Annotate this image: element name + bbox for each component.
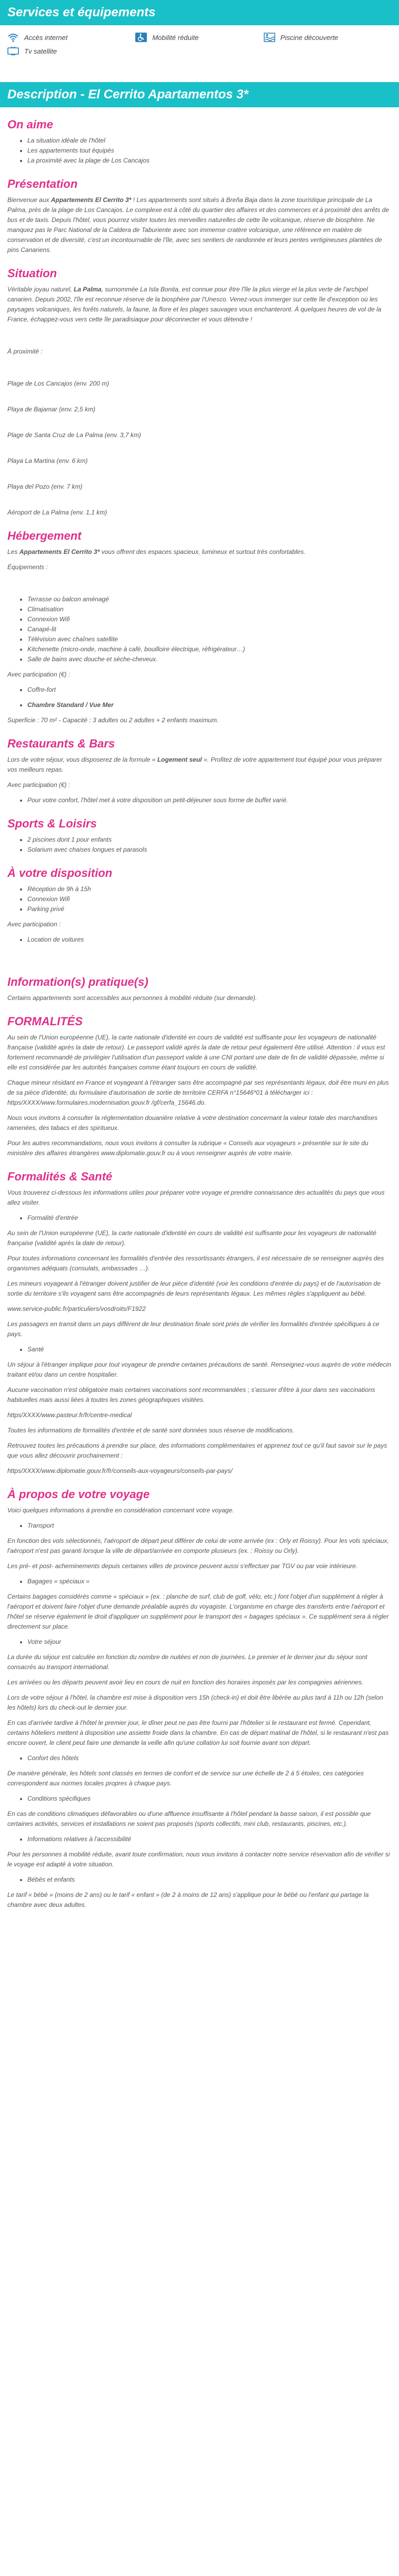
participation-label: Avec participation (€) :	[7, 781, 71, 789]
list-item: • Télévision avec chaînes satellite	[27, 634, 392, 644]
sante-paragraph: Pour toutes informations concernant les formalités d'entrée des ressortissants étrangers, il est nécessaire de se renseigner auprès des organismes adéquats (consulats, ambassades …).	[7, 1255, 384, 1272]
proximite-label: À proximité :	[7, 348, 43, 355]
list-item: • Parking privé	[27, 904, 392, 914]
propos-bullet-list	[7, 1521, 392, 1531]
satellite-tv-icon	[7, 46, 19, 56]
list-item: • Kitchenette (micro-onde, machine à café, bouilloire électrique, réfrigérateur…)	[27, 644, 392, 654]
sante-paragraph: Aucune vaccination n'est obligatoire mais certaines vaccinations sont recommandées ; s'assurer d'être à jour dans ses vaccinations habituelles mais aussi liées à toutes les zones géographiques visitées.	[7, 1386, 375, 1403]
participation-list	[7, 795, 392, 805]
propos-heading: À propos de votre voyage	[7, 1488, 150, 1501]
propos-paragraph: De manière générale, les hôtels sont classés en termes de confort et de service sur une échelle de 2 à 5 étoiles, ces catégories correspondent aux normes locales propres à chaque pays.	[7, 1770, 364, 1787]
list-item: • Solarium avec chaises longues et parasols	[27, 845, 392, 855]
disposition-heading: À votre disposition	[7, 866, 113, 880]
service-label: Accès internet	[24, 33, 68, 42]
participation-label: Avec participation (€) :	[7, 671, 71, 678]
chambre-list	[7, 700, 392, 710]
list-item: • Les appartements tout équipés	[27, 146, 392, 156]
propos-paragraph: La durée du séjour est calculée en fonction du nombre de nuitées et non de journées. Le premier et le dernier jour du séjour sont consacrés au transport international.	[7, 1653, 367, 1671]
proximite-item: Plage de Santa Cruz de La Palma (env. 3,7 km)	[7, 431, 141, 439]
propos-paragraph: En cas de conditions climatiques défavorables ou d'une affluence insuffisante à l'hôtel pendant la basse saison, il est possible que certaines activités, services et installations ne soient pas proposés (sports collectifs, mini club, restaurants, piscines, etc.).	[7, 1810, 371, 1827]
participation-label: Avec participation :	[7, 921, 61, 928]
list-item: • Transport	[27, 1521, 392, 1531]
sante-link: www.service-public.fr/particuliers/vosdroits/F1922	[7, 1305, 146, 1312]
propos-paragraph: Lors de votre séjour à l'hôtel, la chambre est mise à disposition vers 15h (check-in) et doit être libérée au plus tard à 11h ou 12h (selon les hôtels) lors du check-out le dernier jour.	[7, 1694, 383, 1711]
propos-paragraph: Les pré- et post- acheminements depuis certaines villes de province peuvent aussi s'effectuer par TGV ou par voie intérieure.	[7, 1562, 358, 1570]
sante-bullet-list	[7, 1213, 392, 1223]
service-pool	[264, 33, 392, 42]
list-item: • Réception de 9h à 15h	[27, 884, 392, 894]
list-item: • Confort des hôtels	[27, 1753, 392, 1763]
equipements-list	[7, 594, 392, 664]
list-item: • Informations relatives à l'accessibilité	[27, 1834, 392, 1844]
service-mobility	[135, 33, 263, 42]
proximite-item: Playa de Bajamar (env. 2,5 km)	[7, 406, 96, 413]
restaurants-text: Lors de votre séjour, vous disposerez de la formule « Logement seul ». Profitez de votre appartement tout équipé pour vous préparer vos meilleurs repas.	[7, 756, 382, 773]
list-item: • Formalité d'entrée	[27, 1213, 392, 1223]
propos-paragraph: Certains bagages considérés comme « spéciaux » (ex. : planche de surf, club de golf, vélo, etc.) font l'objet d'un supplément à régler à l'aéroport et doivent faire l'objet d'une demande préalable auprès du voyagiste. L'organisme en charge des transferts entre l'aéroport et l'hôtel se réserve également le droit d'appliquer un supplément pour le transport des « bagages spéciaux ». Ce supplément sera à régler directement sur place.	[7, 1593, 389, 1630]
sante-paragraph: Au sein de l'Union européenne (UE), la carte nationale d'identité en cours de validité est suffisante pour les voyageurs de nationalité française (validité après la date de retour).	[7, 1229, 377, 1247]
superficie-text: Superficie : 70 m² - Capacité : 3 adultes ou 2 adultes + 2 enfants maximum.	[7, 716, 219, 724]
sante-paragraph: Retrouvez toutes les précautions à prendre sur place, des informations complémentaires et apprenez tout ce qu'il faut savoir sur le pays que vous allez découvrir prochainement :	[7, 1442, 387, 1459]
pool-icon	[264, 33, 275, 42]
list-item	[27, 700, 392, 710]
list-item: • La proximité avec la plage de Los Cancajos	[27, 156, 392, 166]
list-item: • Canapé-lit	[27, 624, 392, 634]
service-label: Tv satellite	[24, 47, 57, 55]
propos-bullet-list	[7, 1577, 392, 1587]
on-aime-list	[7, 136, 392, 166]
propos-bullet-list	[7, 1834, 392, 1844]
description-title: Description - El Cerrito Apartamentos 3*	[0, 82, 399, 107]
participation-list	[7, 935, 392, 945]
list-item: • Terrasse ou balcon aménagé	[27, 594, 392, 604]
list-item: • La situation idéale de l'hôtel	[27, 136, 392, 146]
wifi-icon	[7, 33, 19, 42]
list-item: • Bébés et enfants	[27, 1875, 392, 1885]
propos-paragraph: Les arrivées ou les départs peuvent avoir lieu en cours de nuit en fonction des horaires imposés par les compagnies aériennes.	[7, 1679, 364, 1686]
sante-paragraph: Toutes les informations de formalités d'entrée et de santé sont données sous réserve de modifications.	[7, 1427, 294, 1434]
sports-heading: Sports & Loisirs	[7, 817, 97, 830]
presentation-text: Bienvenue aux Appartements El Cerrito 3* ! Les appartements sont situés à Breña Baja dans la zone touristique principale de La Palma, près de la plage de Los Cancajos. Le complexe est à côté du quartier des affaires et des commerces et à proximité des arrêts de bus et de taxis. Depuis l'hôtel, vous pourrez visiter toutes les merveilles naturelles de cette île volcanique, réserve de biosphère. Ne manquez pas le Parc National de la Caldera de Taburiente avec son immense cratère volcanique, une référence en matière de conservation et de diversité, c'est un incontournable de l'île, avec ses sentiers de randonnée et leurs pentes vertigineuses plantées de pins Canariens.	[7, 196, 390, 254]
sports-list	[7, 835, 392, 855]
list-item: • Connexion Wifi	[27, 614, 392, 624]
propos-bullet-list	[7, 1637, 392, 1647]
propos-paragraph: En cas d'arrivée tardive à l'hôtel le premier jour, le dîner peut ne pas être fourni par l'hôtelier si le restaurant est fermé. Cependant, certains hôteliers mettent à disposition une assiette froide dans la chambre. En cas de départ matinal de l'hôtel, si le restaurant n'est pas encore ouvert, le client peut faire une demande la veille afin qu'une collation lui soit fournie avant son départ.	[7, 1719, 389, 1746]
formalites-paragraph: Au sein de l'Union européenne (UE), la carte nationale d'identité en cours de validité est suffisante pour les voyageurs de nationalité française (validité après la date de retour). Le passeport validé après la date de retour peut également être utilisé. Attention : il vous est fortement recommandé de privilégier l'utilisation d'un passeport valide à une CNI portant une date de fin de validité dépassée, même si elle est considérée par les autorités françaises comme étant toujours en cours de validité.	[7, 1034, 385, 1071]
formalites-sante-intro: Vous trouverez ci-dessous les informations utiles pour préparer votre voyage et prendre connaissance des actualités du pays que vous allez visiter.	[7, 1189, 385, 1206]
presentation-heading: Présentation	[7, 177, 78, 190]
list-item: • Climatisation	[27, 604, 392, 614]
propos-bullet-list	[7, 1875, 392, 1885]
proximite-item: Plage de Los Cancajos (env. 200 m)	[7, 380, 109, 387]
sante-paragraph: Les mineurs voyageant à l'étranger doivent justifier de leur pièce d'identité (voir les conditions d'entrée du pays) et de l'autorisation de sortie du territoire s'ils voyagent sans être accompagnés de leurs représentants légaux. Les mêmes règles s'appliquent au bébé.	[7, 1280, 381, 1297]
restaurants-heading: Restaurants & Bars	[7, 737, 115, 750]
formalites-paragraph: Pour les autres recommandations, nous vous invitons à consulter la rubrique « Conseils aux voyageurs » présentée sur le site du ministère des affaires étrangères www.diplomatie.gouv.fr ou à vous renseigner auprès de votre mairie.	[7, 1139, 368, 1157]
on-aime-heading: On aime	[7, 118, 53, 131]
service-tv	[7, 46, 139, 56]
services-list	[0, 25, 399, 66]
propos-paragraph: Le tarif « bébé » (moins de 2 ans) ou le tarif « enfant » (de 2 à moins de 12 ans) s'applique pour le bébé ou l'enfant qui partage la chambre avec deux adultes.	[7, 1891, 369, 1908]
informations-text: Certains appartements sont accessibles aux personnes à mobilité réduite (sur demande).	[7, 994, 257, 1002]
formalites-paragraph: Nous vous invitons à consulter la réglementation douanière relative à votre destination concernant la valeur totale des marchandises ramenées, des tabacs et des spiritueux.	[7, 1114, 378, 1132]
propos-intro: Voici quelques informations à prendre en considération concernant votre voyage.	[7, 1507, 234, 1514]
list-item: • Connexion Wifi	[27, 894, 392, 904]
hebergement-heading: Hébergement	[7, 529, 82, 542]
hebergement-text: Les Appartements El Cerrito 3* vous offrent des espaces spacieux, lumineux et surtout très confortables.	[7, 548, 306, 555]
formalites-heading: FORMALITÉS	[7, 1015, 83, 1028]
list-item: • Coffre-fort	[27, 685, 392, 695]
service-internet	[7, 33, 135, 42]
equipements-label: Équipements :	[7, 563, 48, 571]
list-item: • Bagages « spéciaux »	[27, 1577, 392, 1587]
sante-paragraph: Les passagers en transit dans un pays différent de leur destination finale sont priés de vérifier les formalités d'entrée spécifiques à ce pays.	[7, 1320, 380, 1338]
informations-heading: Information(s) pratique(s)	[7, 975, 148, 988]
propos-bullet-list	[7, 1794, 392, 1804]
list-item: • Location de voitures	[27, 935, 392, 945]
participation-list	[7, 685, 392, 695]
propos-bullet-list	[7, 1753, 392, 1763]
disposition-list	[7, 884, 392, 914]
wheelchair-icon	[135, 33, 147, 42]
services-title: Services et équipements	[0, 0, 399, 25]
list-item: • Votre séjour	[27, 1637, 392, 1647]
list-item: • Santé	[27, 1345, 392, 1355]
sante-link: https/XXXX/www.pasteur.fr/fr/centre-medical	[7, 1411, 132, 1419]
service-label: Piscine découverte	[280, 33, 338, 42]
situation-text: Véritable joyau naturel, La Palma, surnommée La Isla Bonita, est connue pour être l'île la plus vierge et la plus verte de l'archipel canarien. Depuis 2002, l'île est reconnue réserve de la biosphère par l'Unesco. Venez-vous immerger sur cette île d'exception où les paysages volcaniques, les forêts naturels, la faune, la flore et les plages sauvages vous enchanteront. À quelques heures de vol de la France, échappez-vous vers cette île paradisiaque pour déconnecter et vous détendre !	[7, 286, 382, 323]
chambre-name: Chambre Standard / Vue Mer	[27, 701, 114, 709]
propos-paragraph: En fonction des vols sélectionnés, l'aéroport de départ peut différer de celui de votre arrivée (ex : Orly et Roissy). Pour les vols spéciaux, l'aéroport n'est pas garanti lorsque la ville de départ/arrivée en comporte plusieurs (ex. : Roissy ou Orly).	[7, 1537, 389, 1554]
list-item: • 2 piscines dont 1 pour enfants	[27, 835, 392, 845]
service-label: Mobilité réduite	[152, 33, 199, 42]
propos-paragraph: Pour les personnes à mobilité réduite, avant toute confirmation, nous vous invitons à contacter notre service réservation afin de vérifier si le voyage est adapté à votre situation.	[7, 1851, 390, 1868]
list-item: • Conditions spécifiques	[27, 1794, 392, 1804]
list-item: • Pour votre confort, l'hôtel met à votre disposition un petit-déjeuner sous forme de buffet varié.	[27, 795, 392, 805]
formalites-paragraph: Chaque mineur résidant en France et voyageant à l'étranger sans être accompagné par ses représentants légaux, doit être muni en plus de sa pièce d'identité, du formulaire d'autorisation de sortie de territoire CERFA n°15646*01 à télécharger ici : https/XXXX/www.formulaires.modernisation.gouv.fr /gf/cerfa_15646.do.	[7, 1079, 389, 1106]
proximite-item: Playa La Martina (env. 6 km)	[7, 457, 88, 464]
proximite-item: Playa del Pozo (env. 7 km)	[7, 483, 83, 490]
sante-paragraph: Un séjour à l'étranger implique pour tout voyageur de prendre certaines précautions de santé. Renseignez-vous auprès de votre médecin traitant et/ou dans un centre hospitalier.	[7, 1361, 391, 1378]
formalites-sante-heading: Formalités & Santé	[7, 1170, 113, 1183]
description-content	[0, 107, 399, 1926]
sante-link: https/XXXX/www.diplomatie.gouv.fr/fr/conseils-aux-voyageurs/conseils-par-pays/	[7, 1467, 233, 1474]
list-item: • Salle de bains avec douche et sèche-cheveux.	[27, 654, 392, 664]
proximite-item: Aéroport de La Palma (env. 1,1 km)	[7, 509, 107, 516]
sante-bullet-list	[7, 1345, 392, 1355]
situation-heading: Situation	[7, 267, 57, 280]
